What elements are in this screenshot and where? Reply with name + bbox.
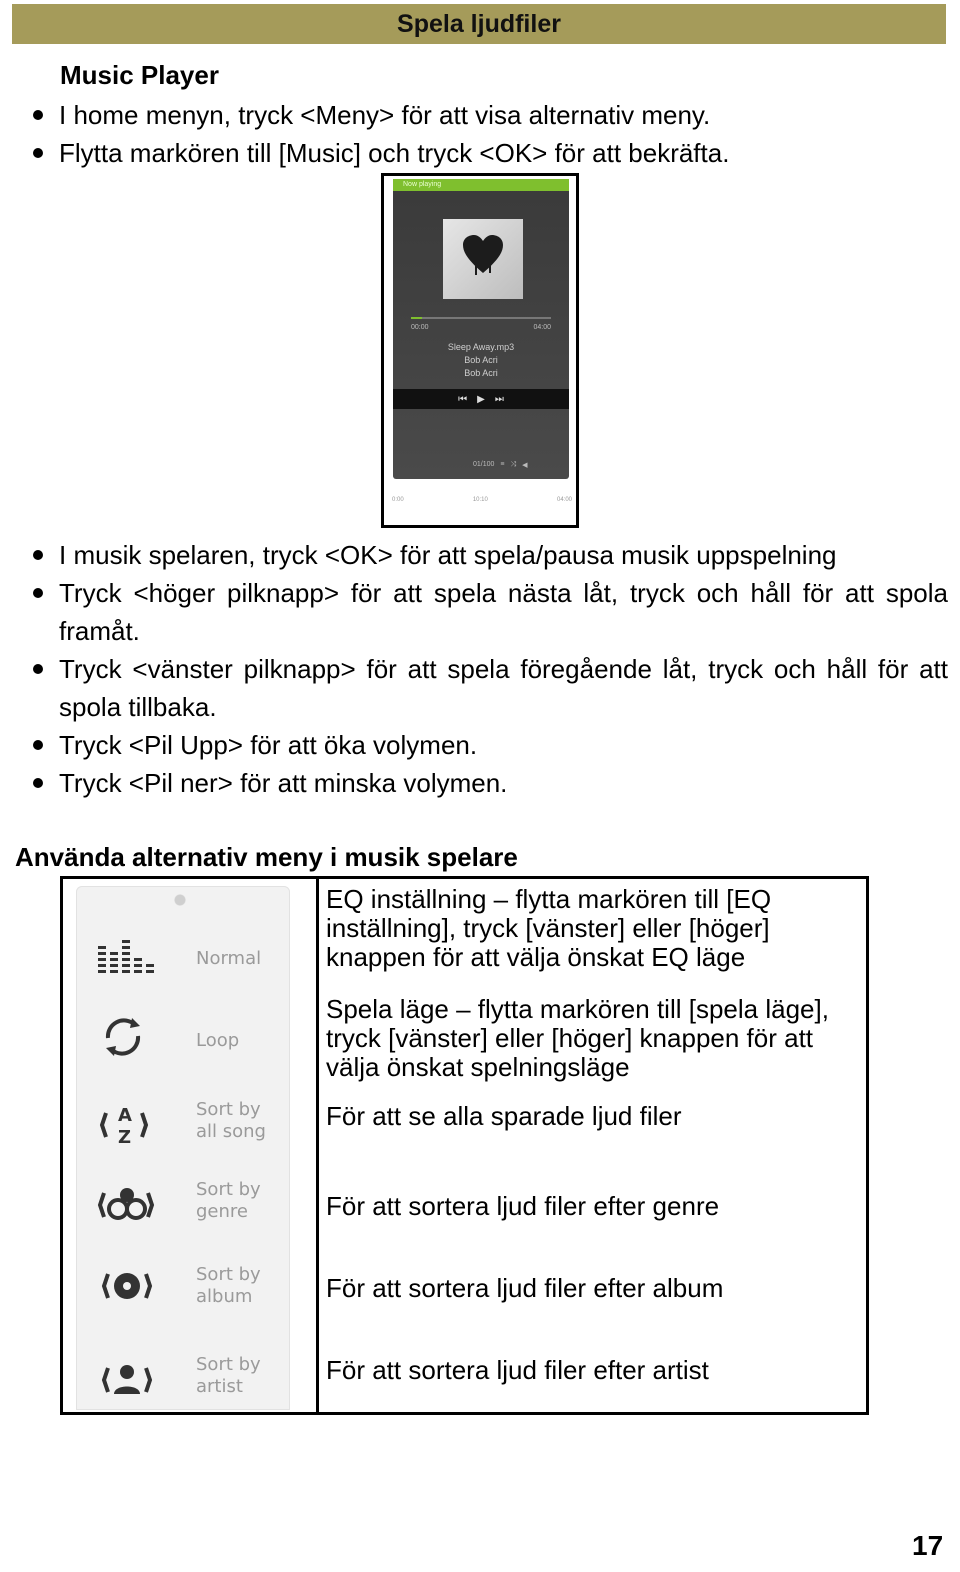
playback-controls xyxy=(393,389,569,409)
options-menu-screenshot xyxy=(76,886,290,1410)
play-icon[interactable]: ▶ xyxy=(477,393,485,405)
player-status-row xyxy=(473,461,528,469)
list-item: Tryck <Pil Upp> för att öka volymen. xyxy=(30,726,948,764)
description-play-mode: Spela läge – flytta markören till [spela läge], tryck [vänster] eller [höger] knappen för att välja önskat spelningsläge xyxy=(326,994,829,1082)
description-all-songs: För att se alla sparade ljud filer xyxy=(326,1101,682,1131)
status-right: 04:00 xyxy=(556,497,572,503)
page-number: 17 xyxy=(912,1530,944,1561)
menu-item-sort-all[interactable] xyxy=(76,1091,290,1161)
menu-item-label-line1: Sort by xyxy=(196,1264,261,1285)
menu-item-loop[interactable] xyxy=(76,1008,290,1078)
sort-az-icon xyxy=(94,1101,160,1147)
options-table xyxy=(60,876,869,1415)
menu-item-label-line1: Sort by xyxy=(196,1354,261,1375)
menu-item-label: Loop xyxy=(196,1030,240,1051)
previous-icon[interactable]: ⏮ xyxy=(458,393,468,405)
status-mid: 10:10 xyxy=(472,497,488,503)
menu-item-label-line2: album xyxy=(196,1286,253,1307)
menu-item-sort-genre[interactable] xyxy=(76,1171,290,1241)
eq-icon: ≡ xyxy=(500,461,505,468)
description-album: För att sortera ljud filer efter album xyxy=(326,1273,724,1303)
volume-icon: ◀ xyxy=(522,462,528,469)
progress-fill xyxy=(411,317,422,319)
menu-handle xyxy=(173,886,187,906)
sort-album-icon xyxy=(94,1262,160,1308)
list-item: Tryck <vänster pilknapp> för att spela föregående låt, tryck och håll för att spola tillbaka. xyxy=(30,650,948,726)
description-artist: För att sortera ljud filer efter artist xyxy=(326,1355,709,1385)
progress-bar[interactable] xyxy=(411,317,551,319)
menu-item-sort-artist[interactable] xyxy=(76,1350,290,1420)
menu-item-sort-album[interactable] xyxy=(76,1256,290,1326)
music-player-screenshot xyxy=(381,173,579,528)
bullet-list-bottom xyxy=(30,536,948,802)
elapsed-time: 00:00 xyxy=(411,324,429,331)
list-item: Tryck <Pil ner> för att minska volymen. xyxy=(30,764,948,802)
menu-item-label-line1: Sort by xyxy=(196,1099,261,1120)
bullet-list-top xyxy=(30,96,948,172)
status-left: 0:00 xyxy=(392,497,404,503)
menu-item-label-line2: all song xyxy=(196,1121,266,1142)
sort-artist-icon xyxy=(94,1356,160,1402)
album-art xyxy=(443,219,523,299)
player-screen xyxy=(393,179,569,479)
loop-icon xyxy=(94,1014,160,1060)
section-heading-options-menu: Använda alternativ meny i musik spelare xyxy=(15,842,518,872)
description-eq: EQ inställning – flytta markören till [EQ inställning], tryck [vänster] eller [höger] knappen för att välja önskat EQ läge xyxy=(326,884,772,972)
menu-item-label: Normal xyxy=(196,948,262,969)
column-divider xyxy=(316,879,319,1412)
sort-genre-icon xyxy=(94,1181,160,1227)
list-item: Tryck <höger pilknapp> för att spela nästa låt, tryck och håll för att spola framåt. xyxy=(30,574,948,650)
total-time: 04:00 xyxy=(533,324,551,331)
list-item: I musik spelaren, tryck <OK> för att spela/pausa musik uppspelning xyxy=(30,536,948,574)
description-genre: För att sortera ljud filer efter genre xyxy=(326,1191,720,1221)
section-heading-music-player: Music Player xyxy=(60,60,219,90)
svg-text:A: A xyxy=(118,1105,132,1126)
page-title: Spela ljudfiler xyxy=(397,9,561,38)
heart-icon xyxy=(461,233,505,277)
track-artist: Bob Acri xyxy=(464,355,498,365)
next-icon[interactable]: ⏭ xyxy=(494,393,504,405)
svg-text:Z: Z xyxy=(118,1127,132,1147)
device-status-bar xyxy=(392,497,572,503)
menu-item-label-line2: genre xyxy=(196,1201,248,1222)
menu-item-eq[interactable] xyxy=(76,926,290,996)
menu-item-label-line2: artist xyxy=(196,1376,243,1397)
equalizer-icon xyxy=(94,932,160,978)
track-count: 01/100 xyxy=(473,461,495,468)
track-file: Sleep Away.mp3 xyxy=(447,342,515,352)
now-playing-bar: Now playing xyxy=(393,179,569,191)
menu-item-label-line1: Sort by xyxy=(196,1179,261,1200)
section-banner xyxy=(12,4,946,44)
shuffle-icon: ⤨ xyxy=(510,461,517,468)
list-item: I home menyn, tryck <Meny> för att visa alternativ meny. xyxy=(30,96,948,134)
track-album: Bob Acri xyxy=(464,368,498,378)
list-item: Flytta markören till [Music] och tryck <OK> för att bekräfta. xyxy=(30,134,948,172)
